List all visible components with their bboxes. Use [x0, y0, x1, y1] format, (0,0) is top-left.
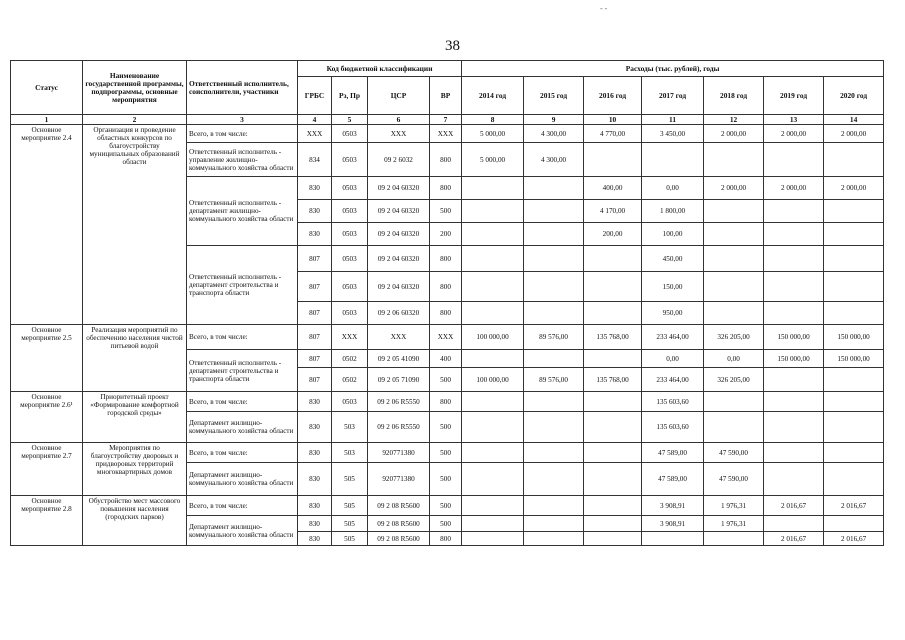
amount-cell: [704, 532, 764, 546]
vr-cell: 800: [430, 392, 462, 412]
amount-cell: 5 000,00: [462, 125, 524, 143]
vr-cell: 800: [430, 143, 462, 177]
amount-cell: 135 603,60: [642, 392, 704, 412]
executor-cell: Ответственный исполнитель - департамент строительства и транспорта области: [187, 350, 298, 392]
vr-cell: 400: [430, 350, 462, 368]
col-number: 7: [430, 115, 462, 125]
header-year: 2016 год: [584, 77, 642, 115]
table-row: [11, 496, 884, 516]
status-cell: Основное мероприятие 2.6¹: [11, 392, 83, 443]
amount-cell: [462, 412, 524, 443]
amount-cell: 2 000,00: [764, 125, 824, 143]
header-expenses: Расходы (тыс. рублей), годы: [462, 61, 884, 77]
grbs-cell: ХХХ: [298, 125, 332, 143]
amount-cell: [584, 463, 642, 496]
amount-cell: [824, 392, 884, 412]
name-cell: Мероприятия по благоустройству дворовых и придворовых территорий многоквартирных домов: [83, 443, 187, 496]
amount-cell: [824, 368, 884, 392]
amount-cell: 135 768,00: [584, 368, 642, 392]
col-number: 1: [11, 115, 83, 125]
rzpr-cell: 0502: [332, 368, 368, 392]
amount-cell: [764, 246, 824, 272]
executor-cell: Ответственный исполнитель - департамент строительства и транспорта области: [187, 246, 298, 325]
csr-cell: 09 2 08 R5600: [368, 496, 430, 516]
amount-cell: [584, 350, 642, 368]
amount-cell: 2 016,67: [764, 496, 824, 516]
table-row: [11, 325, 884, 350]
header-grbs: ГРБС: [298, 77, 332, 115]
page-number: 38: [445, 38, 460, 54]
table-body: [11, 125, 884, 546]
amount-cell: 4 300,00: [524, 143, 584, 177]
amount-cell: [462, 443, 524, 463]
grbs-cell: 807: [298, 350, 332, 368]
col-number: 4: [298, 115, 332, 125]
budget-table: [10, 60, 884, 546]
csr-cell: 09 2 04 60320: [368, 223, 430, 246]
amount-cell: 233 464,00: [642, 368, 704, 392]
amount-cell: [824, 143, 884, 177]
amount-cell: 47 589,00: [642, 443, 704, 463]
grbs-cell: 830: [298, 532, 332, 546]
csr-cell: 09 2 05 41090: [368, 350, 430, 368]
amount-cell: [764, 412, 824, 443]
csr-cell: 09 2 06 R5550: [368, 412, 430, 443]
header-year: 2015 год: [524, 77, 584, 115]
amount-cell: [764, 272, 824, 302]
vr-cell: 500: [430, 463, 462, 496]
amount-cell: [462, 532, 524, 546]
amount-cell: [524, 532, 584, 546]
amount-cell: 150,00: [642, 272, 704, 302]
name-cell: Приоритетный проект «Формирование комфортной городской среды»: [83, 392, 187, 443]
rzpr-cell: 0503: [332, 143, 368, 177]
amount-cell: [584, 412, 642, 443]
amount-cell: 47 589,00: [642, 463, 704, 496]
vr-cell: 500: [430, 443, 462, 463]
header-vr: ВР: [430, 77, 462, 115]
amount-cell: 4 770,00: [584, 125, 642, 143]
amount-cell: 233 464,00: [642, 325, 704, 350]
amount-cell: [764, 302, 824, 325]
executor-cell: Ответственный исполнитель - департамент жилищно-коммунального хозяйства области: [187, 177, 298, 246]
amount-cell: 150 000,00: [824, 350, 884, 368]
amount-cell: [824, 302, 884, 325]
vr-cell: 500: [430, 200, 462, 223]
vr-cell: 800: [430, 272, 462, 302]
amount-cell: [704, 223, 764, 246]
amount-cell: [584, 443, 642, 463]
amount-cell: [524, 350, 584, 368]
amount-cell: [704, 272, 764, 302]
grbs-cell: 830: [298, 516, 332, 532]
amount-cell: 0,00: [642, 350, 704, 368]
header-budget-code: Код бюджетной классификации: [298, 61, 462, 77]
col-number: 2: [83, 115, 187, 125]
grbs-cell: 830: [298, 223, 332, 246]
amount-cell: 1 976,31: [704, 496, 764, 516]
status-cell: Основное мероприятие 2.7: [11, 443, 83, 496]
amount-cell: [584, 272, 642, 302]
header-name: Наименование государственной программы, подпрограммы, основные мероприятия: [83, 61, 187, 115]
rzpr-cell: 505: [332, 516, 368, 532]
amount-cell: [704, 246, 764, 272]
amount-cell: 450,00: [642, 246, 704, 272]
executor-cell: Всего, в том числе:: [187, 392, 298, 412]
executor-cell: Всего, в том числе:: [187, 125, 298, 143]
grbs-cell: 830: [298, 200, 332, 223]
table-row: [11, 125, 884, 143]
name-cell: Реализация мероприятий по обеспечению населения чистой питьевой водой: [83, 325, 187, 392]
amount-cell: 326 205,00: [704, 325, 764, 350]
amount-cell: [824, 223, 884, 246]
grbs-cell: 807: [298, 246, 332, 272]
grbs-cell: 830: [298, 496, 332, 516]
amount-cell: [462, 223, 524, 246]
header-csr: ЦСР: [368, 77, 430, 115]
amount-cell: [524, 463, 584, 496]
grbs-cell: 807: [298, 368, 332, 392]
amount-cell: [764, 223, 824, 246]
grbs-cell: 807: [298, 302, 332, 325]
amount-cell: 47 590,00: [704, 443, 764, 463]
amount-cell: 89 576,00: [524, 368, 584, 392]
amount-cell: [584, 302, 642, 325]
col-number: 12: [704, 115, 764, 125]
col-number: 9: [524, 115, 584, 125]
amount-cell: [824, 246, 884, 272]
col-number: 6: [368, 115, 430, 125]
table-row: [11, 392, 884, 412]
amount-cell: [824, 516, 884, 532]
csr-cell: 09 2 08 R5600: [368, 516, 430, 532]
rzpr-cell: 505: [332, 496, 368, 516]
amount-cell: 0,00: [704, 350, 764, 368]
rzpr-cell: 503: [332, 443, 368, 463]
amount-cell: 3 908,91: [642, 496, 704, 516]
amount-cell: [524, 412, 584, 443]
header-year: 2017 год: [642, 77, 704, 115]
vr-cell: 800: [430, 532, 462, 546]
amount-cell: [524, 223, 584, 246]
amount-cell: [524, 443, 584, 463]
csr-cell: 09 2 04 60320: [368, 272, 430, 302]
amount-cell: [704, 302, 764, 325]
vr-cell: 500: [430, 496, 462, 516]
amount-cell: [462, 246, 524, 272]
amount-cell: [824, 200, 884, 223]
col-number: 13: [764, 115, 824, 125]
amount-cell: 2 000,00: [704, 177, 764, 200]
executor-cell: Ответственный исполнитель - управление жилищно-коммунального хозяйства области: [187, 143, 298, 177]
header-year: 2014 год: [462, 77, 524, 115]
amount-cell: [764, 392, 824, 412]
csr-cell: 09 2 06 60320: [368, 302, 430, 325]
grbs-cell: 807: [298, 272, 332, 302]
grbs-cell: 830: [298, 412, 332, 443]
amount-cell: 2 016,67: [824, 496, 884, 516]
vr-cell: 800: [430, 302, 462, 325]
amount-cell: 0,00: [642, 177, 704, 200]
csr-cell: 09 2 6032: [368, 143, 430, 177]
grbs-cell: 807: [298, 325, 332, 350]
header-status: Статус: [11, 61, 83, 115]
amount-cell: 1 800,00: [642, 200, 704, 223]
amount-cell: [584, 246, 642, 272]
amount-cell: 4 170,00: [584, 200, 642, 223]
amount-cell: [462, 272, 524, 302]
amount-cell: [764, 368, 824, 392]
amount-cell: [824, 443, 884, 463]
amount-cell: [462, 350, 524, 368]
col-number: 3: [187, 115, 298, 125]
rzpr-cell: 0503: [332, 302, 368, 325]
status-cell: Основное мероприятие 2.4: [11, 125, 83, 325]
amount-cell: 2 000,00: [824, 177, 884, 200]
vr-cell: ХХХ: [430, 125, 462, 143]
rzpr-cell: 505: [332, 463, 368, 496]
amount-cell: 400,00: [584, 177, 642, 200]
header-year: 2019 год: [764, 77, 824, 115]
amount-cell: [524, 302, 584, 325]
rzpr-cell: 505: [332, 532, 368, 546]
amount-cell: [704, 143, 764, 177]
amount-cell: [584, 516, 642, 532]
amount-cell: [524, 246, 584, 272]
csr-cell: 09 2 08 R5600: [368, 532, 430, 546]
rzpr-cell: ХХХ: [332, 325, 368, 350]
csr-cell: 09 2 05 71090: [368, 368, 430, 392]
csr-cell: 920771380: [368, 463, 430, 496]
amount-cell: [462, 463, 524, 496]
table-row: [11, 443, 884, 463]
amount-cell: [824, 412, 884, 443]
amount-cell: [524, 516, 584, 532]
csr-cell: 09 2 04 60320: [368, 177, 430, 200]
amount-cell: 2 016,67: [764, 532, 824, 546]
vr-cell: 500: [430, 368, 462, 392]
executor-cell: Департамент жилищно-коммунального хозяйства области: [187, 412, 298, 443]
status-cell: Основное мероприятие 2.8: [11, 496, 83, 546]
col-number: 5: [332, 115, 368, 125]
amount-cell: [462, 392, 524, 412]
col-number: 11: [642, 115, 704, 125]
csr-cell: 09 2 04 60320: [368, 200, 430, 223]
amount-cell: 200,00: [584, 223, 642, 246]
scan-speck: - -: [600, 4, 608, 13]
amount-cell: [524, 200, 584, 223]
rzpr-cell: 0503: [332, 223, 368, 246]
csr-cell: 920771380: [368, 443, 430, 463]
amount-cell: 100 000,00: [462, 368, 524, 392]
amount-cell: 2 000,00: [824, 125, 884, 143]
amount-cell: [584, 532, 642, 546]
amount-cell: [524, 272, 584, 302]
grbs-cell: 830: [298, 177, 332, 200]
grbs-cell: 830: [298, 392, 332, 412]
amount-cell: [764, 443, 824, 463]
rzpr-cell: 0503: [332, 246, 368, 272]
amount-cell: 3 908,91: [642, 516, 704, 532]
grbs-cell: 834: [298, 143, 332, 177]
amount-cell: [524, 177, 584, 200]
amount-cell: [642, 532, 704, 546]
header-executor: Ответственный исполнитель, соисполнители, участники: [187, 61, 298, 115]
rzpr-cell: 503: [332, 412, 368, 443]
amount-cell: 5 000,00: [462, 143, 524, 177]
amount-cell: [462, 200, 524, 223]
amount-cell: 89 576,00: [524, 325, 584, 350]
column-number-row: [11, 115, 884, 125]
amount-cell: 150 000,00: [824, 325, 884, 350]
vr-cell: 200: [430, 223, 462, 246]
amount-cell: 100,00: [642, 223, 704, 246]
amount-cell: [462, 302, 524, 325]
csr-cell: ХХХ: [368, 125, 430, 143]
amount-cell: [764, 463, 824, 496]
amount-cell: [704, 412, 764, 443]
amount-cell: 135 603,60: [642, 412, 704, 443]
amount-cell: 4 300,00: [524, 125, 584, 143]
col-number: 8: [462, 115, 524, 125]
amount-cell: 2 016,67: [824, 532, 884, 546]
amount-cell: [584, 143, 642, 177]
grbs-cell: 830: [298, 443, 332, 463]
amount-cell: [584, 392, 642, 412]
executor-cell: Всего, в том числе:: [187, 325, 298, 350]
amount-cell: [824, 272, 884, 302]
name-cell: Организация и проведение областных конкурсов по благоустройству муниципальных образований области: [83, 125, 187, 325]
amount-cell: 950,00: [642, 302, 704, 325]
col-number: 10: [584, 115, 642, 125]
amount-cell: 3 450,00: [642, 125, 704, 143]
csr-cell: 09 2 04 60320: [368, 246, 430, 272]
vr-cell: 500: [430, 516, 462, 532]
amount-cell: [764, 200, 824, 223]
col-number: 14: [824, 115, 884, 125]
rzpr-cell: 0503: [332, 200, 368, 223]
name-cell: Обустройство мест массового повышения населения (городских парков): [83, 496, 187, 546]
header-year: 2018 год: [704, 77, 764, 115]
executor-cell: Всего, в том числе:: [187, 443, 298, 463]
rzpr-cell: 0503: [332, 177, 368, 200]
vr-cell: 800: [430, 177, 462, 200]
header-year: 2020 год: [824, 77, 884, 115]
csr-cell: ХХХ: [368, 325, 430, 350]
executor-cell: Департамент жилищно-коммунального хозяйства области: [187, 463, 298, 496]
amount-cell: [524, 392, 584, 412]
executor-cell: Департамент жилищно-коммунального хозяйства области: [187, 516, 298, 546]
amount-cell: [584, 496, 642, 516]
executor-cell: Всего, в том числе:: [187, 496, 298, 516]
amount-cell: 100 000,00: [462, 325, 524, 350]
vr-cell: 500: [430, 412, 462, 443]
amount-cell: 135 768,00: [584, 325, 642, 350]
amount-cell: 47 590,00: [704, 463, 764, 496]
header-rzpr: Рз, Пр: [332, 77, 368, 115]
rzpr-cell: 0503: [332, 272, 368, 302]
amount-cell: 2 000,00: [764, 177, 824, 200]
amount-cell: [462, 177, 524, 200]
amount-cell: [642, 143, 704, 177]
amount-cell: [524, 496, 584, 516]
amount-cell: [704, 200, 764, 223]
amount-cell: [462, 496, 524, 516]
amount-cell: [462, 516, 524, 532]
vr-cell: 800: [430, 246, 462, 272]
rzpr-cell: 0503: [332, 125, 368, 143]
amount-cell: 150 000,00: [764, 350, 824, 368]
csr-cell: 09 2 06 R5550: [368, 392, 430, 412]
vr-cell: ХХХ: [430, 325, 462, 350]
amount-cell: [764, 143, 824, 177]
grbs-cell: 830: [298, 463, 332, 496]
amount-cell: [764, 516, 824, 532]
amount-cell: [824, 463, 884, 496]
amount-cell: 326 205,00: [704, 368, 764, 392]
amount-cell: 1 976,31: [704, 516, 764, 532]
rzpr-cell: 0502: [332, 350, 368, 368]
amount-cell: 2 000,00: [704, 125, 764, 143]
status-cell: Основное мероприятие 2.5: [11, 325, 83, 392]
amount-cell: 150 000,00: [764, 325, 824, 350]
rzpr-cell: 0503: [332, 392, 368, 412]
amount-cell: [704, 392, 764, 412]
